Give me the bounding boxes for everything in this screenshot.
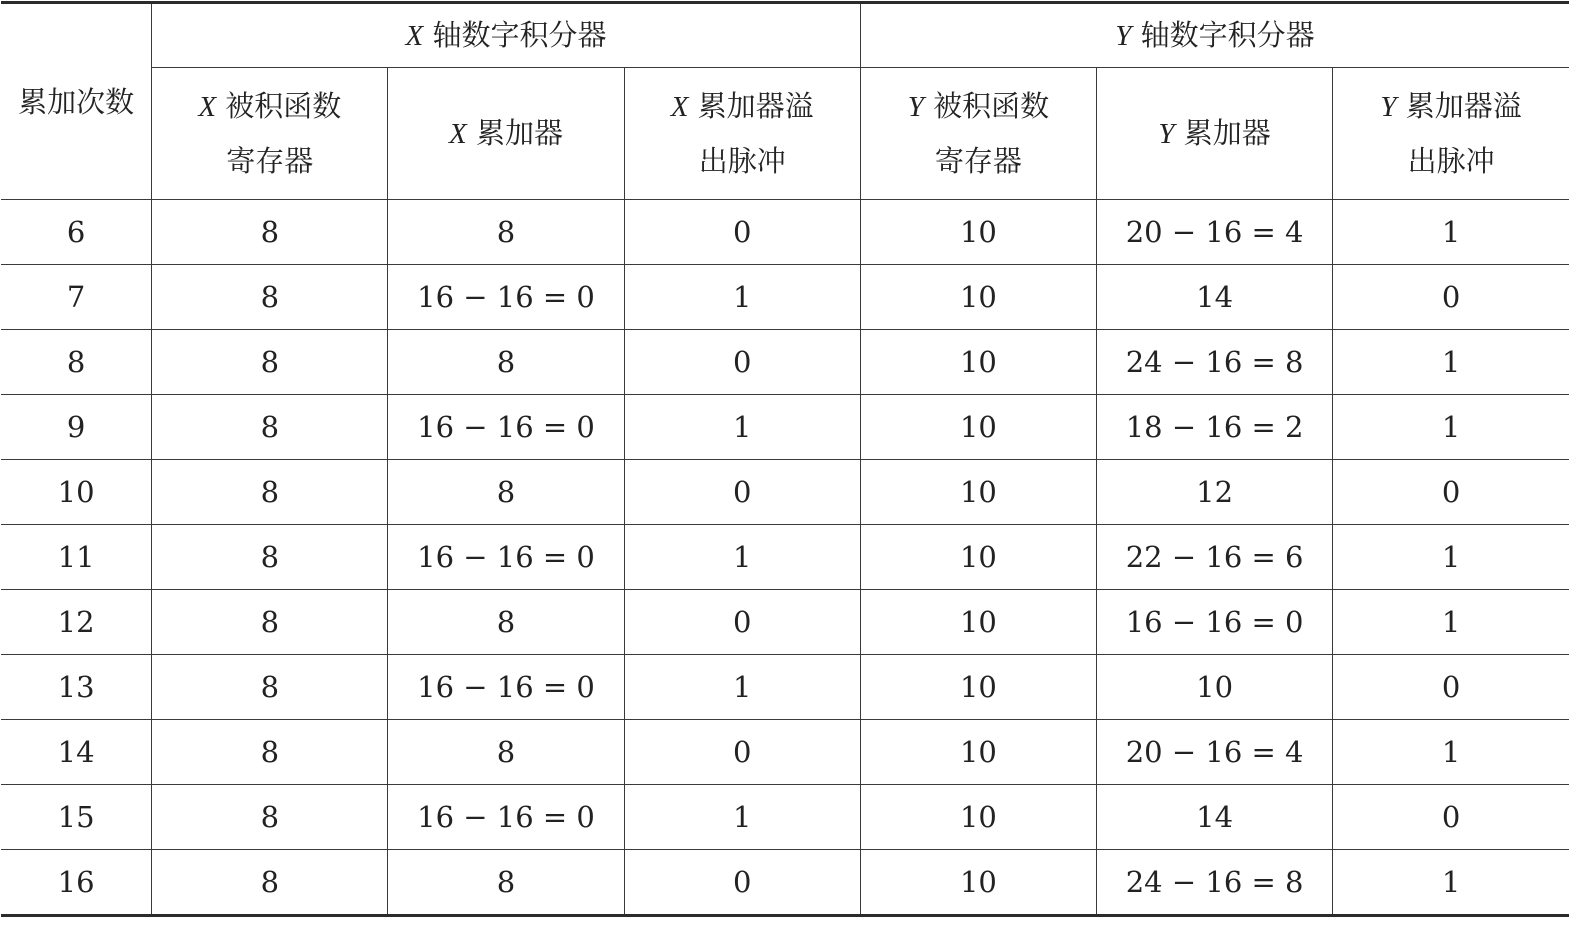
cell-x-integrand: 8 <box>152 395 388 460</box>
cell-y-integrand: 10 <box>860 460 1096 525</box>
table-row <box>1 655 1569 720</box>
header-y-overflow <box>1333 68 1569 200</box>
cell-x-overflow: 0 <box>624 720 860 785</box>
table-row <box>1 265 1569 330</box>
cell-x-accumulator: 8 <box>388 850 624 916</box>
cell-y-integrand: 10 <box>860 720 1096 785</box>
header-x-overflow-text: X 累加器溢 出脉冲 <box>670 89 814 178</box>
cell-y-accumulator: 14 <box>1097 265 1333 330</box>
cell-y-integrand: 10 <box>860 655 1096 720</box>
cell-count: 14 <box>1 720 152 785</box>
cell-y-accumulator: 20 − 16 = 4 <box>1097 200 1333 265</box>
cell-x-accumulator: 8 <box>388 330 624 395</box>
table-row <box>1 525 1569 590</box>
cell-count: 11 <box>1 525 152 590</box>
table-row <box>1 590 1569 655</box>
integrator-table <box>1 1 1569 917</box>
cell-y-integrand: 10 <box>860 200 1096 265</box>
header-count: 累加次数 <box>1 3 152 200</box>
cell-x-overflow: 1 <box>624 525 860 590</box>
cell-x-overflow: 0 <box>624 850 860 916</box>
cell-y-accumulator: 16 − 16 = 0 <box>1097 590 1333 655</box>
cell-count: 13 <box>1 655 152 720</box>
cell-count: 8 <box>1 330 152 395</box>
header-y-group: Y 轴数字积分器 <box>860 3 1569 68</box>
table-body <box>1 200 1569 916</box>
header-y-accumulator <box>1097 68 1333 200</box>
cell-count: 6 <box>1 200 152 265</box>
cell-y-accumulator: 14 <box>1097 785 1333 850</box>
header-x-integrand-text: X 被积函数 寄存器 <box>198 89 342 178</box>
header-row-group <box>1 3 1569 68</box>
cell-x-accumulator: 16 − 16 = 0 <box>388 785 624 850</box>
header-y-accumulator-text: Y 累加器 <box>1158 116 1271 150</box>
header-row-columns <box>1 68 1569 200</box>
table-row <box>1 720 1569 785</box>
table-row <box>1 330 1569 395</box>
cell-count: 10 <box>1 460 152 525</box>
header-y-integrand <box>860 68 1096 200</box>
cell-count: 16 <box>1 850 152 916</box>
cell-x-integrand: 8 <box>152 590 388 655</box>
cell-count: 12 <box>1 590 152 655</box>
cell-y-integrand: 10 <box>860 785 1096 850</box>
cell-x-accumulator: 16 − 16 = 0 <box>388 525 624 590</box>
cell-y-overflow: 1 <box>1333 590 1569 655</box>
cell-x-accumulator: 8 <box>388 200 624 265</box>
cell-x-overflow: 1 <box>624 785 860 850</box>
table-row <box>1 785 1569 850</box>
cell-x-integrand: 8 <box>152 330 388 395</box>
cell-x-accumulator: 16 − 16 = 0 <box>388 655 624 720</box>
cell-x-accumulator: 8 <box>388 720 624 785</box>
cell-count: 15 <box>1 785 152 850</box>
cell-x-overflow: 0 <box>624 200 860 265</box>
cell-y-overflow: 1 <box>1333 330 1569 395</box>
cell-y-overflow: 1 <box>1333 720 1569 785</box>
cell-x-integrand: 8 <box>152 525 388 590</box>
header-y-integrand-text: Y 被积函数 寄存器 <box>907 89 1050 178</box>
cell-x-integrand: 8 <box>152 785 388 850</box>
cell-x-accumulator: 8 <box>388 590 624 655</box>
cell-y-accumulator: 12 <box>1097 460 1333 525</box>
cell-y-integrand: 10 <box>860 525 1096 590</box>
cell-x-overflow: 1 <box>624 395 860 460</box>
cell-x-overflow: 1 <box>624 655 860 720</box>
cell-y-overflow: 1 <box>1333 395 1569 460</box>
cell-y-integrand: 10 <box>860 850 1096 916</box>
cell-y-overflow: 1 <box>1333 850 1569 916</box>
cell-y-overflow: 0 <box>1333 265 1569 330</box>
cell-x-accumulator: 8 <box>388 460 624 525</box>
header-x-accumulator-text: X 累加器 <box>449 116 563 150</box>
table-row <box>1 460 1569 525</box>
cell-count: 9 <box>1 395 152 460</box>
cell-y-integrand: 10 <box>860 330 1096 395</box>
table-row <box>1 395 1569 460</box>
cell-y-overflow: 0 <box>1333 460 1569 525</box>
cell-x-integrand: 8 <box>152 720 388 785</box>
cell-x-overflow: 0 <box>624 330 860 395</box>
cell-y-overflow: 1 <box>1333 200 1569 265</box>
cell-y-overflow: 0 <box>1333 655 1569 720</box>
cell-x-integrand: 8 <box>152 655 388 720</box>
header-y-overflow-text: Y 累加器溢 出脉冲 <box>1380 89 1522 178</box>
cell-y-accumulator: 10 <box>1097 655 1333 720</box>
cell-x-accumulator: 16 − 16 = 0 <box>388 265 624 330</box>
cell-y-accumulator: 20 − 16 = 4 <box>1097 720 1333 785</box>
cell-y-accumulator: 24 − 16 = 8 <box>1097 330 1333 395</box>
table-row <box>1 850 1569 916</box>
header-x-group: X 轴数字积分器 <box>152 3 861 68</box>
cell-y-integrand: 10 <box>860 590 1096 655</box>
cell-y-integrand: 10 <box>860 265 1096 330</box>
cell-y-accumulator: 22 − 16 = 6 <box>1097 525 1333 590</box>
cell-x-overflow: 0 <box>624 460 860 525</box>
cell-y-accumulator: 24 − 16 = 8 <box>1097 850 1333 916</box>
table-row <box>1 200 1569 265</box>
cell-count: 7 <box>1 265 152 330</box>
cell-x-integrand: 8 <box>152 460 388 525</box>
cell-x-overflow: 0 <box>624 590 860 655</box>
header-x-accumulator <box>388 68 624 200</box>
header-x-overflow <box>624 68 860 200</box>
cell-y-overflow: 1 <box>1333 525 1569 590</box>
cell-x-overflow: 1 <box>624 265 860 330</box>
header-x-integrand <box>152 68 388 200</box>
cell-x-integrand: 8 <box>152 265 388 330</box>
cell-x-integrand: 8 <box>152 200 388 265</box>
cell-y-accumulator: 18 − 16 = 2 <box>1097 395 1333 460</box>
cell-x-accumulator: 16 − 16 = 0 <box>388 395 624 460</box>
cell-y-overflow: 0 <box>1333 785 1569 850</box>
cell-y-integrand: 10 <box>860 395 1096 460</box>
cell-x-integrand: 8 <box>152 850 388 916</box>
